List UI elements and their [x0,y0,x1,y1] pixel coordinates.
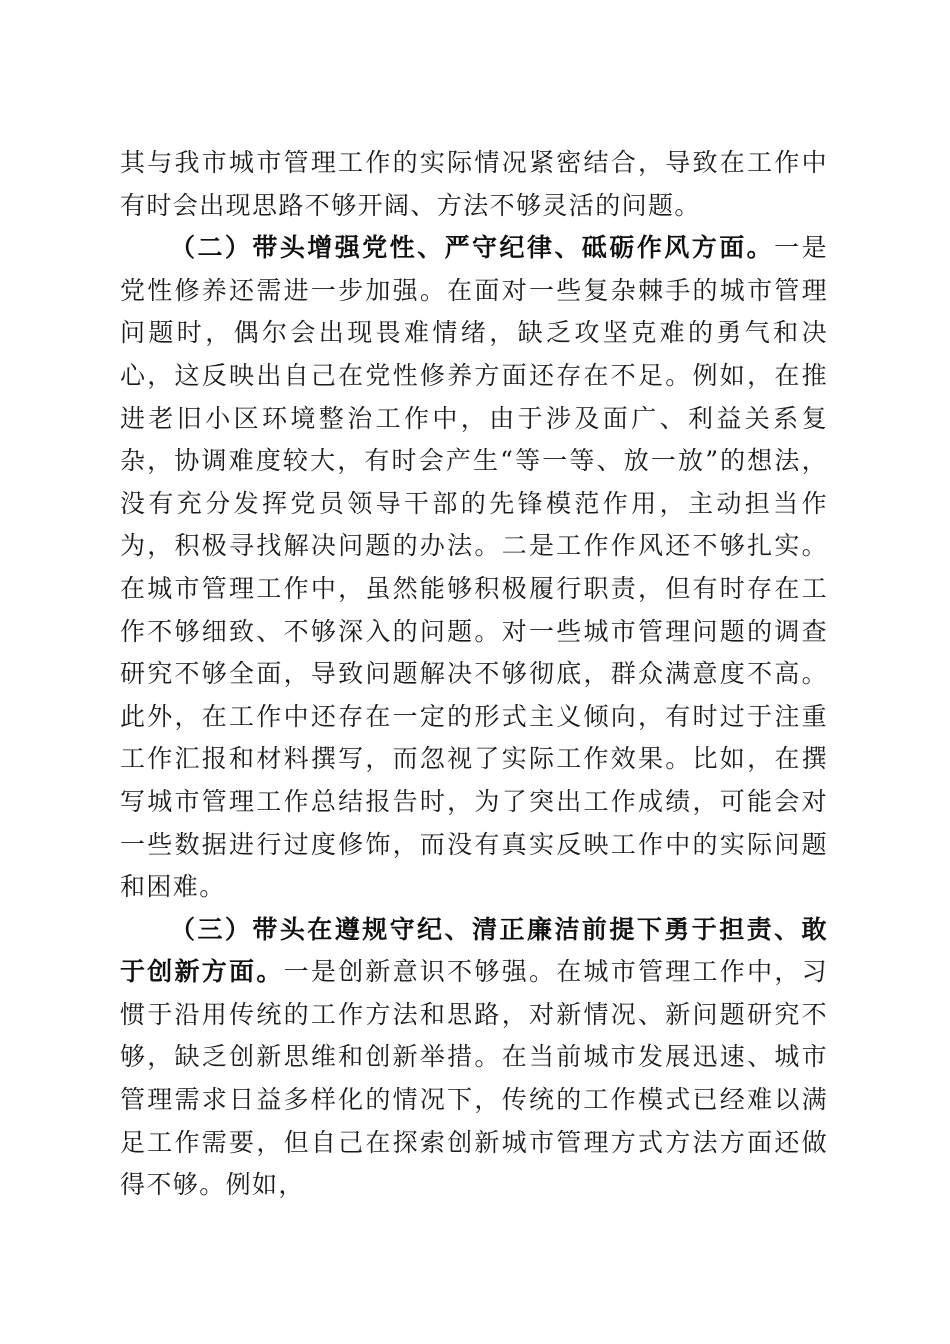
paragraph-continuation [120,142,828,227]
paragraph-section-2 [120,227,828,909]
paragraph-section-3 [120,909,828,1207]
section-2-heading: （二）带头增强党性、严守纪律、砥砺作风方面。 [170,233,775,263]
section-3-heading: （三）带头在遵规守纪、清正廉洁前提下勇于担责、敢于创新方面。 [120,914,828,987]
section-2-text: 一是党性修养还需进一步加强。在面对一些复杂棘手的城市管理问题时，偶尔会出现畏难情绪，缺乏攻坚克难的勇气和决心，这反映出自己在党性修养方面还存在不足。例如，在推进老旧小区环境整治工作中，由于涉及面广、利益关系复杂，协调难度较大，有时会产生“等一等、放一放”的想法，没有充分发挥党员领导干部的先锋模范作用，主动担当作为，积极寻找解决问题的办法。二是工作作风还不够扎实。在城市管理工作中，虽然能够积极履行职责，但有时存在工作不够细致、不够深入的问题。对一些城市管理问题的调查研究不够全面，导致问题解决不够彻底，群众满意度不高。此外，在工作中还存在一定的形式主义倾向，有时过于注重工作汇报和材料撰写，而忽视了实际工作效果。比如，在撰写城市管理工作总结报告时，为了突出工作成绩，可能会对一些数据进行过度修饰，而没有真实反映工作中的实际问题和困难。 [120,233,828,902]
paragraph-1-text: 其与我市城市管理工作的实际情况紧密结合，导致在工作中有时会出现思路不够开阔、方法不够灵活的问题。 [120,148,828,220]
section-3-text: 一是创新意识不够强。在城市管理工作中，习惯于沿用传统的工作方法和思路，对新情况、新问题研究不够，缺乏创新思维和创新举措。在当前城市发展迅速、城市管理需求日益多样化的情况下，传统的工作模式已经难以满足工作需要，但自己在探索创新城市管理方式方法方面还做得不够。例如， [120,957,828,1200]
document-body [120,142,828,1207]
